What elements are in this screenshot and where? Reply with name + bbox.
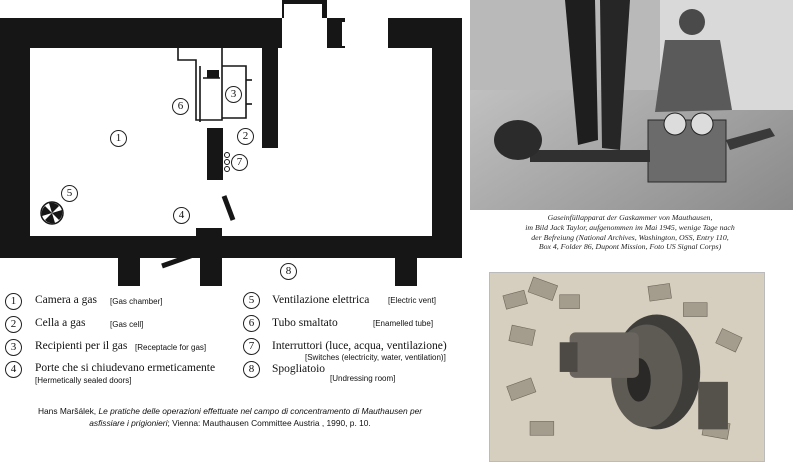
legend-it-6: Tubo smaltato	[272, 317, 338, 329]
photo-gas-apparatus	[462, 0, 799, 268]
photo-caption-line: der Befreiung (National Archives, Washington, OSS, Entry 110,	[531, 232, 729, 242]
citation-title: Le pratiche delle operazioni effettuate nel campo di concentramento di Mauthausen per asfissiare i prigionieri	[89, 406, 423, 428]
legend-num-4: 4	[5, 361, 22, 378]
legend-it-5: Ventilazione elettrica	[272, 294, 370, 306]
legend-num-6: 6	[243, 315, 260, 332]
marker-6: 6	[172, 98, 189, 115]
marker-1: 1	[110, 130, 127, 147]
legend-en-8: [Undressing room]	[330, 374, 396, 383]
marker-7: 7	[231, 154, 248, 171]
marker-8: 8	[280, 263, 297, 280]
photo-caption-line: Gaseinfüllapparat der Gaskammer von Mauthausen,	[547, 213, 713, 222]
photo-gas-apparatus-image	[470, 0, 793, 210]
fan-icon	[41, 202, 63, 224]
citation	[20, 405, 440, 429]
photo-ventilator	[489, 272, 765, 462]
marker-5: 5	[61, 185, 78, 202]
legend-num-1: 1	[5, 293, 22, 310]
legend-en-1: [Gas chamber]	[110, 297, 163, 306]
legend-en-3: [Receptacle for gas]	[135, 343, 207, 352]
legend-num-5: 5	[243, 292, 260, 309]
photo-ventilator-image	[490, 273, 764, 461]
floor-plan	[0, 0, 462, 290]
legend-it-3: Recipienti per il gas	[35, 340, 128, 352]
legend-it-7: Interruttori (luce, acqua, ventilazione)	[272, 340, 447, 352]
legend-num-7: 7	[243, 338, 260, 355]
legend-it-8: Spogliatoio	[272, 363, 326, 375]
legend-en-6: [Enamelled tube]	[373, 319, 434, 328]
photo-caption	[476, 213, 784, 252]
photo-caption-line: im Bild Jack Taylor, aufgenommen im Mai 1945, wenige Tage nach	[525, 222, 735, 232]
citation-rest: ; Vienna: Mauthausen Committee Austria , 1990, p. 10.	[167, 418, 371, 428]
legend-num-8: 8	[243, 361, 260, 378]
legend-en-4: [Hermetically sealed doors]	[35, 376, 132, 385]
photo-caption-line: Box 4, Folder 86, Dupont Mission, Foto US Signal Corps)	[538, 242, 722, 252]
marker-4: 4	[173, 207, 190, 224]
marker-2: 2	[237, 128, 254, 145]
legend-it-2: Cella a gas	[35, 317, 86, 329]
marker-3: 3	[225, 86, 242, 103]
citation-author: Hans Maršálek,	[37, 406, 99, 416]
legend-en-5: [Electric vent]	[388, 296, 437, 305]
legend-en-7: [Switches (electricity, water, ventilation)]	[305, 353, 446, 362]
legend-it-4: Porte che si chiudevano ermeticamente	[35, 362, 216, 374]
legend-en-2: [Gas cell]	[110, 320, 144, 329]
legend-num-3: 3	[5, 339, 22, 356]
legend-it-1: Camera a gas	[35, 294, 97, 306]
legend-num-2: 2	[5, 316, 22, 333]
